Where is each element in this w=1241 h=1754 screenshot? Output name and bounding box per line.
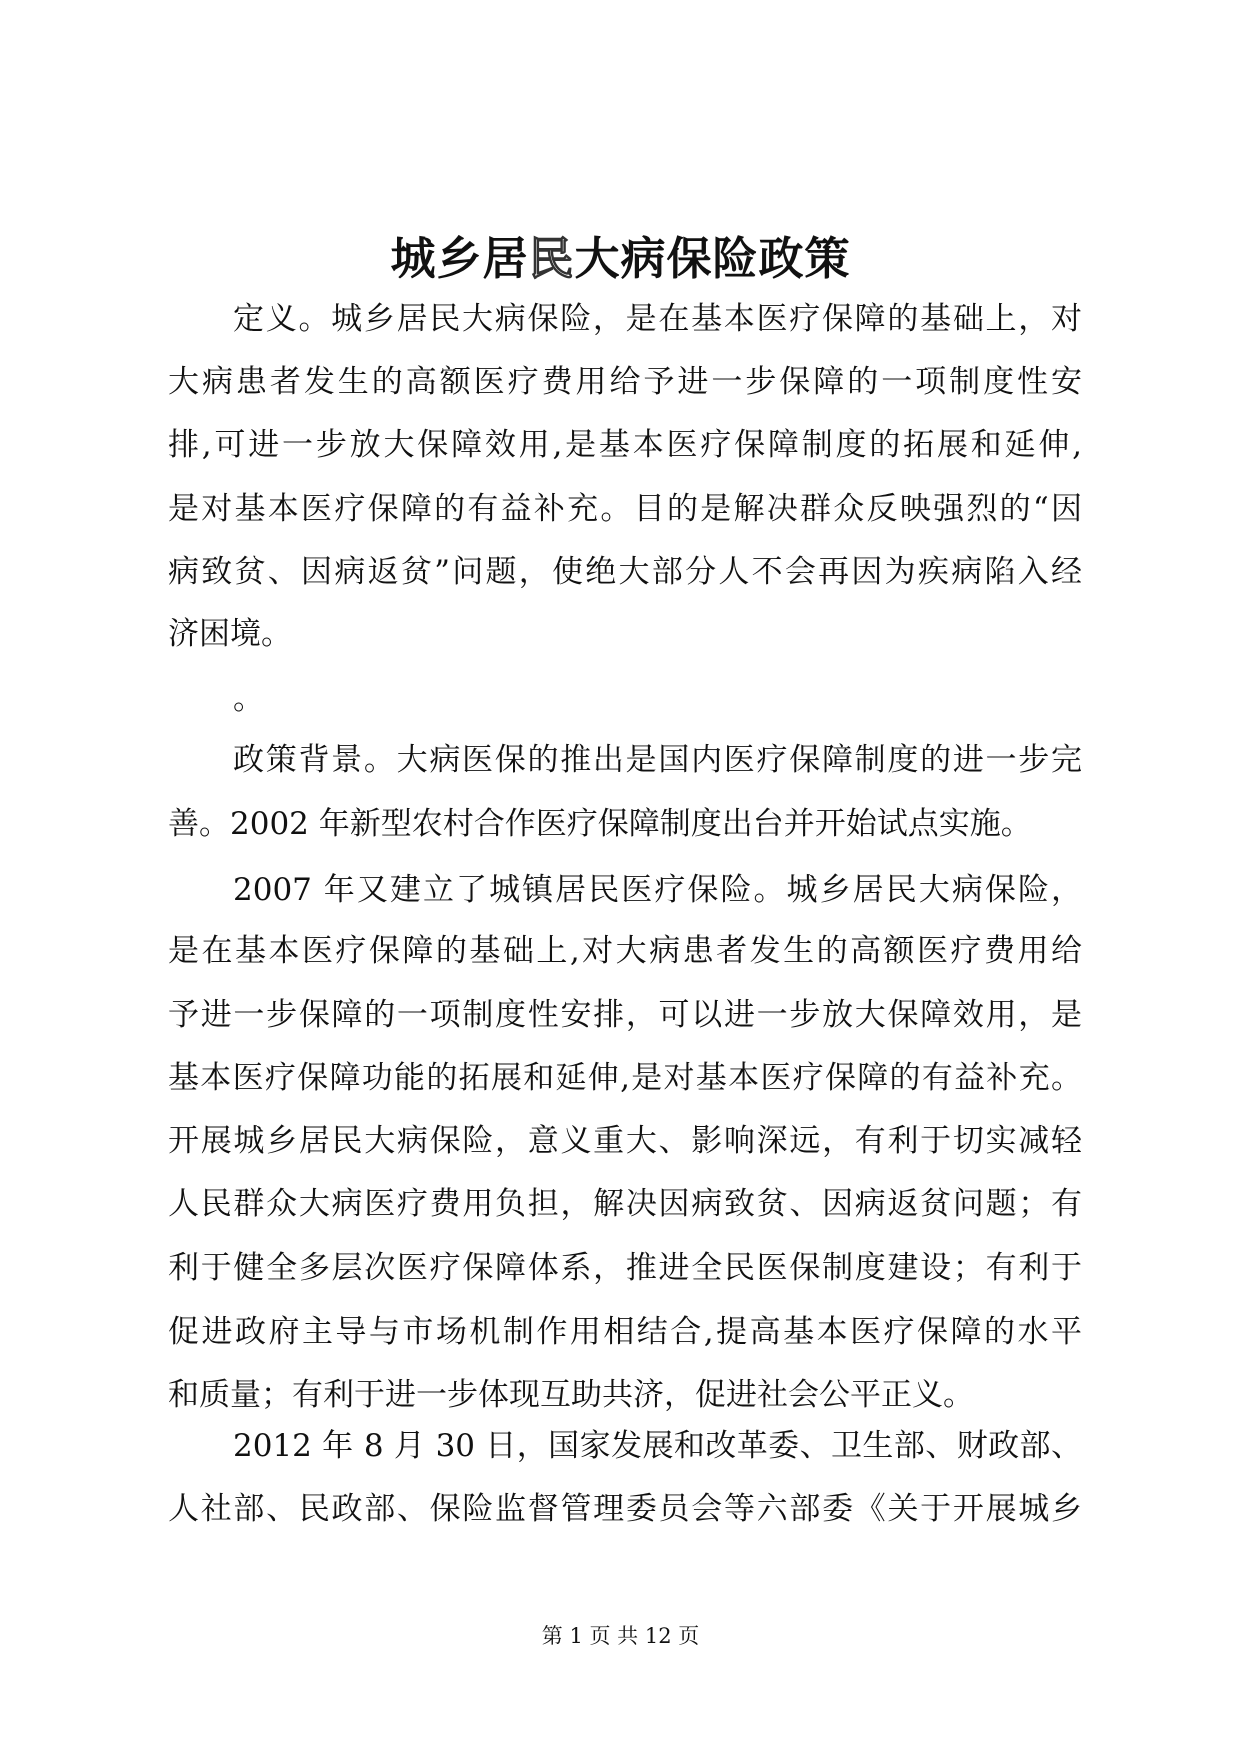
paragraph-line: 善。2002 年新型农村合作医疗保障制度出台并开始试点实施。 xyxy=(168,806,1032,842)
paragraph-line: 是对基本医疗保障的有益补充。目的是解决群众反映强烈的“因 xyxy=(168,491,1082,527)
paragraph-line: 人民群众大病医疗费用负担，解决因病致贫、因病返贫问题；有 xyxy=(168,1186,1082,1222)
paragraph-line: 病致贫、因病返贫”问题，使绝大部分人不会再因为疾病陷入经 xyxy=(168,554,1082,590)
document-title xyxy=(0,222,1241,287)
title-part: 大病保险政策 xyxy=(574,232,851,285)
paragraph-line: 济困境。 xyxy=(168,616,292,652)
paragraph-line: 基本医疗保障功能的拓展和延伸,是对基本医疗保障的有益补充。 xyxy=(168,1060,1082,1096)
paragraph-line: 促进政府主导与市场机制作用相结合,提高基本医疗保障的水平 xyxy=(168,1314,1082,1350)
page-number: 第 1 页 共 12 页 xyxy=(541,1624,700,1648)
paragraph-line: 排,可进一步放大保障效用,是基本医疗保障制度的拓展和延伸, xyxy=(168,427,1082,463)
paragraph-line: 是在基本医疗保障的基础上,对大病患者发生的高额医疗费用给 xyxy=(168,933,1082,969)
title-part-outlined: 民 xyxy=(528,232,575,285)
paragraph-line: 政策背景。大病医保的推出是国内医疗保障制度的进一步完 xyxy=(233,742,1082,778)
paragraph-line: 人社部、民政部、保险监督管理委员会等六部委《关于开展城乡 xyxy=(168,1491,1082,1527)
paragraph-line: 2007 年又建立了城镇居民医疗保险。城乡居民大病保险， xyxy=(233,872,1082,908)
paragraph-line: 大病患者发生的高额医疗费用给予进一步保障的一项制度性安 xyxy=(168,364,1082,400)
paragraph-line: 开展城乡居民大病保险，意义重大、影响深远，有利于切实减轻 xyxy=(168,1123,1082,1159)
paragraph-line: 定义。城乡居民大病保险，是在基本医疗保障的基础上，对 xyxy=(233,301,1082,337)
paragraph-line: 予进一步保障的一项制度性安排，可以进一步放大保障效用，是 xyxy=(168,997,1082,1033)
title-part: 城乡居 xyxy=(390,232,529,285)
paragraph-line: 利于健全多层次医疗保障体系，推进全民医保制度建设；有利于 xyxy=(168,1250,1082,1286)
paragraph-line: 。 xyxy=(233,681,264,717)
paragraph-line: 和质量；有利于进一步体现互助共济，促进社会公平正义。 xyxy=(168,1377,974,1413)
paragraph-line: 2012 年 8 月 30 日，国家发展和改革委、卫生部、财政部、 xyxy=(233,1428,1082,1464)
